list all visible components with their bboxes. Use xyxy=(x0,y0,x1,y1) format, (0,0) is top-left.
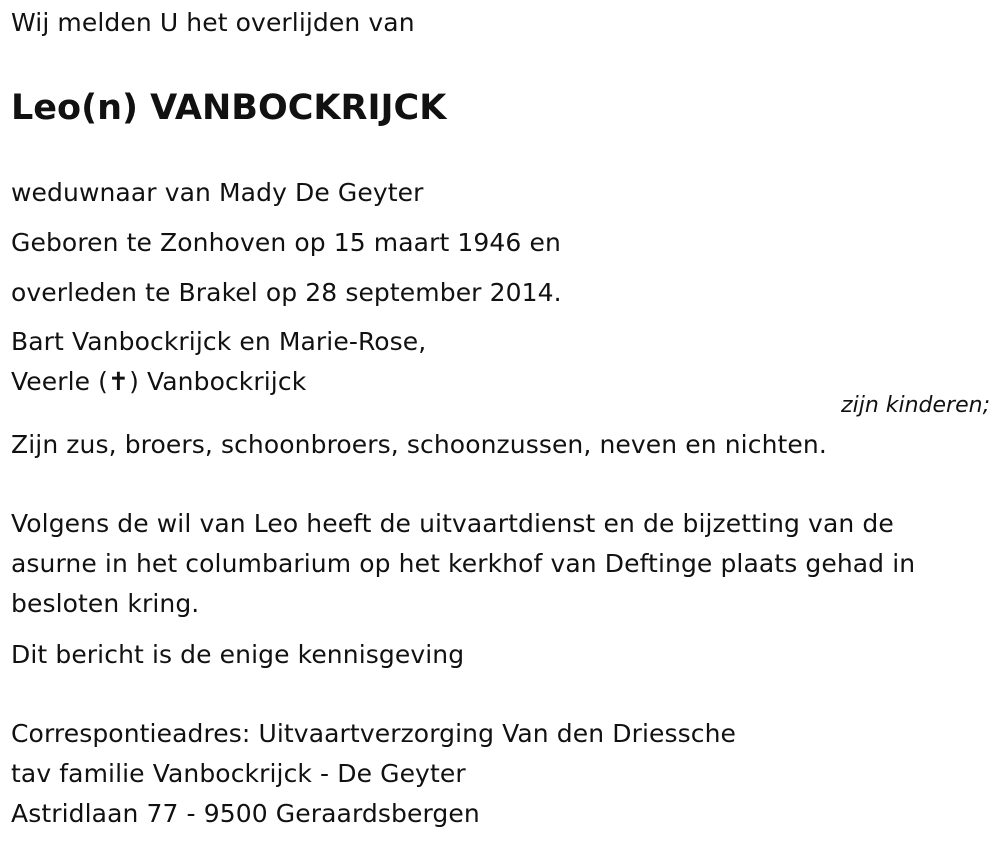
children-label: zijn kinderen; xyxy=(841,393,990,418)
wish-line-3: besloten kring. xyxy=(11,589,200,618)
notice-text: Dit bericht is de enige kennisgeving xyxy=(11,640,465,669)
children-line-1: Bart Vanbockrijck en Marie-Rose, xyxy=(11,327,427,356)
widower-text: weduwnaar van Mady De Geyter xyxy=(11,178,424,207)
address-line-2: tav familie Vanbockrijck - De Geyter xyxy=(11,759,466,788)
death-text: overleden te Brakel op 28 september 2014. xyxy=(11,278,562,307)
birth-text: Geboren te Zonhoven op 15 maart 1946 en xyxy=(11,228,561,257)
address-line-3: Astridlaan 77 - 9500 Geraardsbergen xyxy=(11,799,480,828)
wish-line-1: Volgens de wil van Leo heeft de uitvaartdienst en de bijzetting van de xyxy=(11,509,894,538)
wish-line-2: asurne in het columbarium op het kerkhof van Deftinge plaats gehad in xyxy=(11,549,916,578)
family-text: Zijn zus, broers, schoonbroers, schoonzussen, neven en nichten. xyxy=(11,430,827,459)
intro-text: Wij melden U het overlijden van xyxy=(11,8,415,37)
address-line-1: Correspontieadres: Uitvaartverzorging Van den Driessche xyxy=(11,719,736,748)
children-line-2: Veerle (✝) Vanbockrijck xyxy=(11,367,307,396)
deceased-name: Leo(n) VANBOCKRIJCK xyxy=(11,88,447,128)
